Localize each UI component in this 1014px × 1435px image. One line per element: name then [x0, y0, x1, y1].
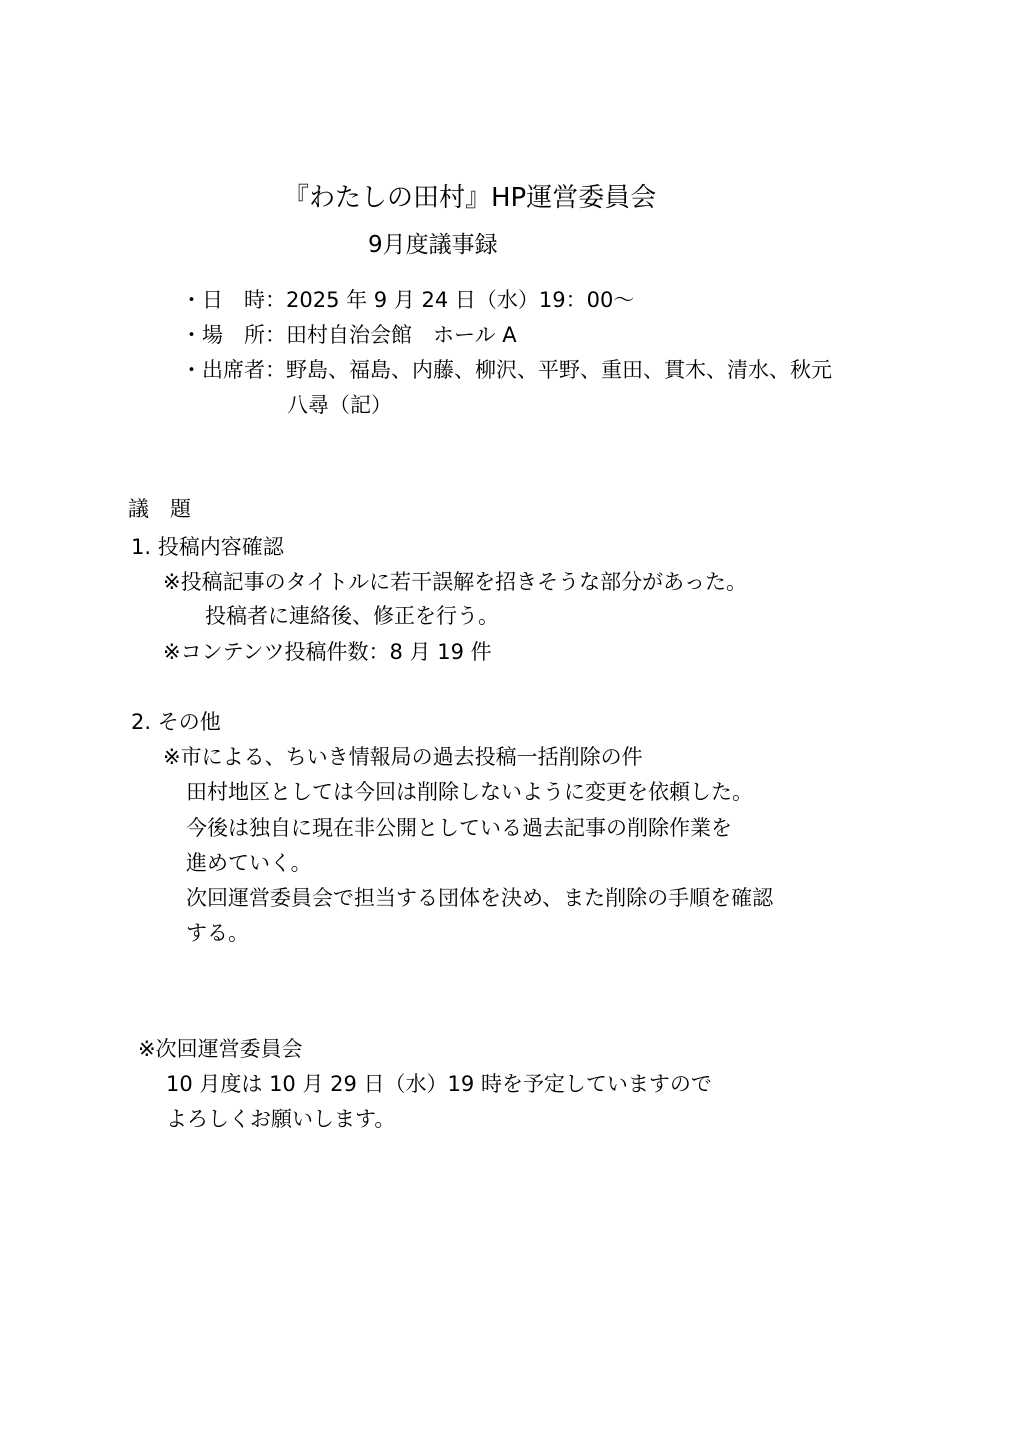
attendees: ・出席者：野島、福島、内藤、柳沢、平野、重田、貫木、清水、秋元: [181, 358, 832, 382]
agenda-item-2-note: ※市による、ちいき情報局の過去投稿一括削除の件: [163, 745, 643, 769]
agenda-item-2-line: 進めていく。: [186, 851, 312, 875]
agenda-heading: 議 題: [128, 497, 191, 521]
document-title: 『わたしの田村』HP運営委員会: [283, 183, 657, 213]
meeting-date: ・日 時：2025 年 9 月 24 日（水）19：00～: [181, 288, 635, 312]
meeting-place: ・場 所：田村自治会館 ホール A: [181, 323, 517, 347]
agenda-item-2-title: 2. その他: [131, 710, 221, 734]
agenda-item-1-note: ※投稿記事のタイトルに若干誤解を招きそうな部分があった。: [163, 570, 747, 594]
attendees-recorder: 八尋（記）: [287, 393, 392, 417]
next-meeting-heading: ※次回運営委員会: [138, 1037, 303, 1061]
agenda-item-2-line: 次回運営委員会で担当する団体を決め、また削除の手順を確認: [186, 886, 774, 910]
agenda-item-2-line: する。: [186, 921, 249, 945]
next-meeting-closing: よろしくお願いします。: [166, 1107, 396, 1131]
next-meeting-schedule: 10 月度は 10 月 29 日（水）19 時を予定していますので: [166, 1072, 712, 1096]
document-subtitle: 9月度議事録: [368, 232, 498, 258]
agenda-item-2-line: 今後は独自に現在非公開としている過去記事の削除作業を: [186, 816, 732, 840]
agenda-item-1-count: ※コンテンツ投稿件数：8 月 19 件: [163, 640, 492, 664]
agenda-item-1-note-cont: 投稿者に連絡後、修正を行う。: [205, 604, 499, 628]
agenda-item-1-title: 1. 投稿内容確認: [131, 535, 284, 559]
agenda-item-2-line: 田村地区としては今回は削除しないように変更を依頼した。: [186, 780, 753, 804]
